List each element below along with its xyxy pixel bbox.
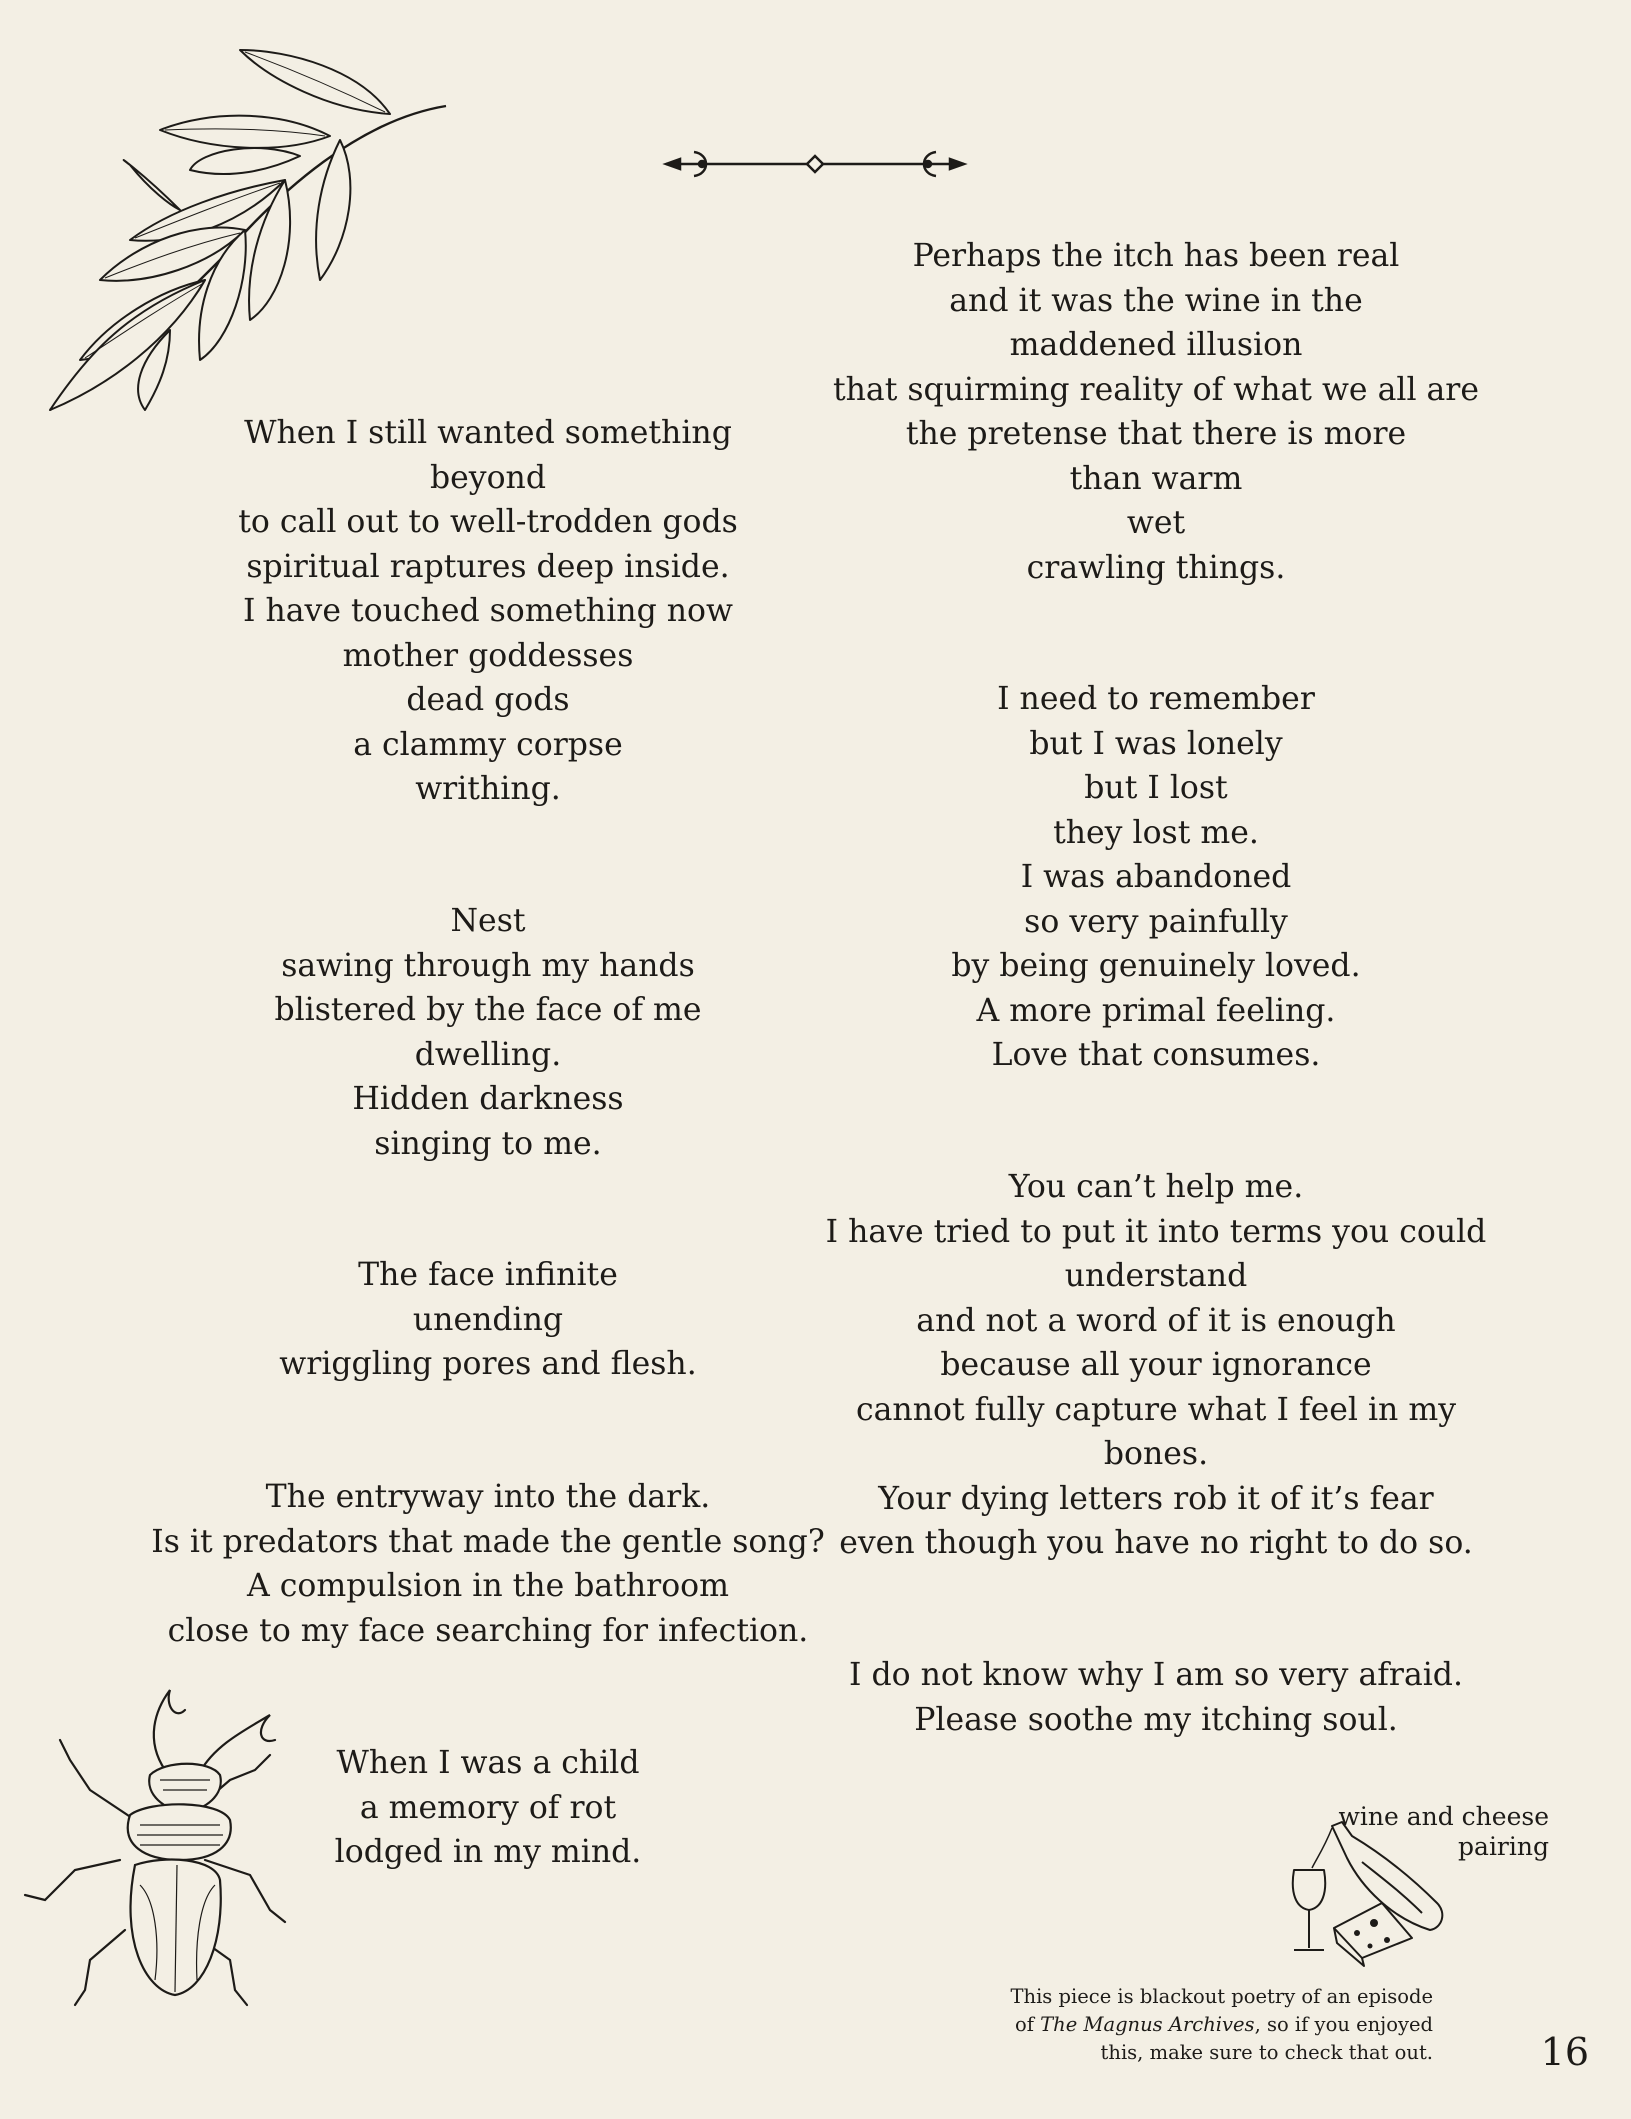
- leaf-branch-icon: [30, 40, 450, 420]
- poem-line: Your dying letters rob it of it’s fear: [878, 1480, 1434, 1517]
- pairing-line: pairing: [1458, 1832, 1549, 1861]
- poem-line: but I lost: [1084, 770, 1228, 806]
- poem-line: beyond: [429, 459, 547, 496]
- poem-line: I have touched something now: [243, 593, 733, 629]
- page-number: 16: [1540, 2030, 1589, 2074]
- poem-line: a clammy corpse: [353, 726, 623, 763]
- poem-line: the pretense that there is more: [905, 416, 1407, 452]
- poem-line: The entryway into the dark.: [265, 1479, 711, 1515]
- poem-line: and not a word of it is enough: [916, 1302, 1396, 1339]
- note-text: , so if you enjoyed: [1254, 2013, 1433, 2036]
- poem-line: that squirming reality of what we all are: [832, 371, 1480, 408]
- left-stanza-5: [290, 1741, 686, 1875]
- poem-line: Is it predators that made the gentle song?: [151, 1523, 825, 1560]
- poem-line: wriggling pores and flesh.: [279, 1346, 697, 1382]
- poem-line: I was abandoned: [1020, 859, 1292, 895]
- poem-line: by being genuinely loved.: [951, 948, 1361, 984]
- poem-line: understand: [1064, 1258, 1248, 1294]
- poem-line: crawling things.: [1026, 549, 1286, 586]
- note-line: This piece is blackout poetry of an episode: [1010, 1985, 1433, 2008]
- poem-line: A more primal feeling.: [976, 992, 1336, 1029]
- poem-line: wet: [1126, 505, 1186, 541]
- right-stanza-2: [796, 677, 1516, 1078]
- poem-line: so very painfully: [1024, 903, 1288, 940]
- pairing-line: wine and cheese: [1338, 1802, 1549, 1831]
- podcast-title: The Magnus Archives: [1040, 2013, 1255, 2036]
- poem-line: The face infinite: [358, 1257, 618, 1293]
- right-stanza-3: [796, 1165, 1516, 1566]
- stag-beetle-icon: [15, 1660, 295, 2020]
- poem-line: When I was a child: [336, 1745, 640, 1781]
- poem-line: even though you have no right to do so.: [839, 1525, 1473, 1561]
- ornamental-divider-icon: [660, 144, 970, 184]
- poem-line: a memory of rot: [359, 1789, 617, 1826]
- right-stanza-4: [796, 1653, 1516, 1742]
- poem-line: Hidden darkness: [352, 1081, 624, 1117]
- poem-line: mother goddesses: [342, 637, 634, 674]
- poem-line: Love that consumes.: [991, 1037, 1321, 1073]
- poem-line: dead gods: [406, 682, 570, 718]
- poem-line: spiritual raptures deep inside.: [246, 548, 730, 585]
- poem-line: but I was lonely: [1029, 725, 1283, 762]
- poem-line: writhing.: [415, 771, 561, 807]
- poem-line: Nest: [450, 903, 526, 939]
- poem-line: close to my face searching for infection.: [167, 1612, 809, 1649]
- note-line: [873, 2011, 1433, 2039]
- poem-line: sawing through my hands: [281, 947, 695, 984]
- blackout-poetry-note: [873, 1983, 1433, 2067]
- poem-line: A compulsion in the bathroom: [247, 1568, 729, 1604]
- poem-line: You can’t help me.: [1008, 1169, 1304, 1205]
- poem-line: I do not know why I am so very afraid.: [849, 1657, 1463, 1693]
- poem-line: maddened illusion: [1009, 327, 1303, 363]
- poem-line: blistered by the face of me: [274, 992, 702, 1028]
- poem-line: I have tried to put it into terms you could: [825, 1213, 1487, 1250]
- poem-line: lodged in my mind.: [334, 1834, 642, 1870]
- poem-line: they lost me.: [1053, 814, 1259, 851]
- poem-line: cannot fully capture what I feel in my: [855, 1391, 1456, 1428]
- poem-line: Perhaps the itch has been real: [912, 238, 1400, 274]
- poem-line: and it was the wine in the: [949, 282, 1363, 319]
- poem-line: bones.: [1103, 1436, 1209, 1472]
- poem-line: I need to remember: [997, 681, 1315, 717]
- right-stanza-1: [796, 234, 1516, 590]
- note-text: of: [1015, 2013, 1041, 2036]
- poem-line: because all your ignorance: [940, 1347, 1372, 1383]
- poem-line: singing to me.: [374, 1125, 602, 1162]
- pairing-label: [1338, 1802, 1549, 1862]
- poem-line: Please soothe my itching soul.: [914, 1701, 1398, 1738]
- note-line: this, make sure to check that out.: [1100, 2041, 1433, 2064]
- poem-line: dwelling.: [414, 1036, 562, 1073]
- poem-line: When I still wanted something: [244, 415, 732, 451]
- poem-line: than warm: [1069, 460, 1243, 497]
- poem-line: unending: [412, 1301, 564, 1338]
- poem-line: to call out to well-trodden gods: [238, 504, 738, 540]
